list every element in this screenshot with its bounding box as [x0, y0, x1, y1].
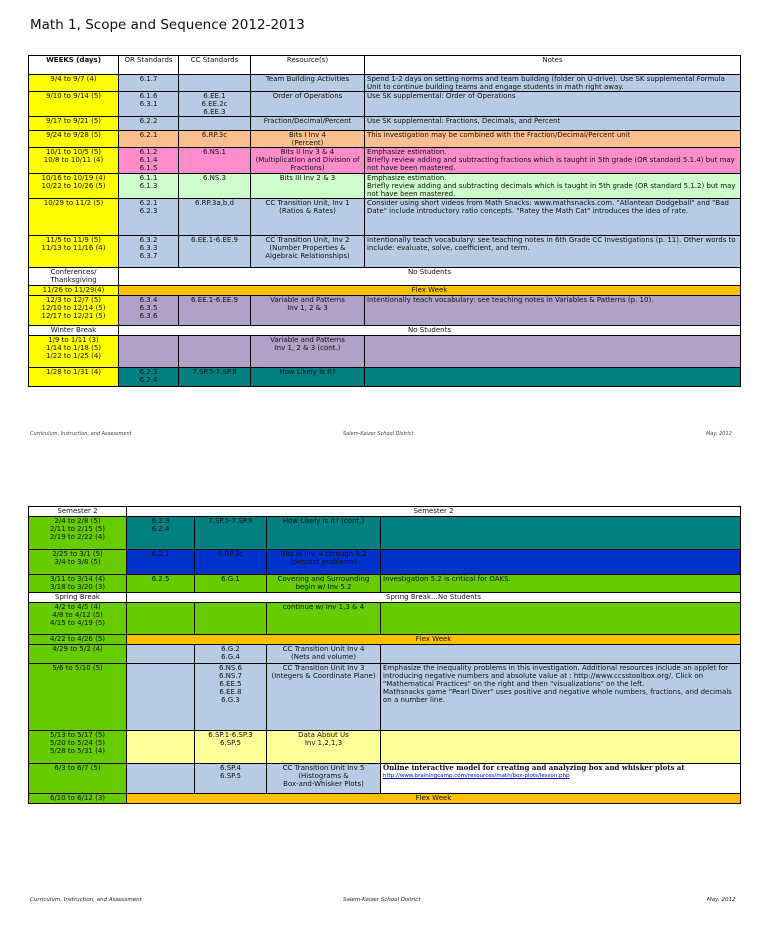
or-standards-cell: 6.3.4 6.3.5 6.3.6 [119, 296, 179, 326]
winter-break-row [29, 326, 741, 336]
cc-standards-cell [195, 603, 267, 635]
or-standards-cell [127, 603, 195, 635]
or-standards-cell [127, 731, 195, 764]
weeks-cell: 1/28 to 1/31 (4) [29, 368, 119, 387]
weeks-cell: 2/25 to 3/1 (5) 3/4 to 3/8 (5) [29, 550, 127, 575]
notes-cell: Consider using short videos from Math Snacks: www.mathsnacks.com. "Atlantean Dodgeball" and "Bad Date" include introductory ratio concepts. "Ratey the Math Cat" introduces the idea of rate. [365, 199, 741, 236]
semester-label: Semester 2 [29, 507, 127, 517]
cc-standards-cell: 6.G.1 [195, 575, 267, 593]
weeks-cell: 6/3 to 6/7 (5) [29, 764, 127, 794]
weeks-cell: 9/10 to 9/14 (5) [29, 92, 119, 117]
page-footer-right: May, 2012 [707, 897, 736, 903]
cc-standards-cell: 6.RP.3c [179, 131, 251, 148]
cc-standards-cell: 7.SP.5-7.SP.8 [179, 368, 251, 387]
or-standards-cell: 6.2.1 [119, 131, 179, 148]
weeks-cell: 11/5 to 11/9 (5) 11/13 to 11/16 (4) [29, 236, 119, 268]
schedule-row [29, 199, 741, 236]
flex-week-cell: Flex Week [127, 794, 741, 804]
cc-standards-cell: 6.G.2 6.G.4 [195, 645, 267, 664]
weeks-cell: 6/10 to 6/12 (3) [29, 794, 127, 804]
cc-standards-cell: 6.SP.4 6.SP.5 [195, 764, 267, 794]
conferences-label: Conferences/ Thanksgiving [29, 268, 119, 286]
spring-break-label: Spring Break [29, 593, 127, 603]
cc-standards-cell: 6.NS.3 [179, 174, 251, 199]
cc-standards-cell: 6.RP.3c [195, 550, 267, 575]
schedule-row [29, 75, 741, 92]
schedule-row [29, 517, 741, 550]
schedule-row [29, 664, 741, 731]
notes-cell: Emphasize estimation. Briefly review adding and subtracting fractions which is taught in 5th grade (OR standard 5.1.4) but may not have been mastered. [365, 148, 741, 174]
notes-cell: Emphasize estimation. Briefly review adding and subtracting decimals which is taught in 5th grade (OR standard 5.1.2) but may not have been mastered. [365, 174, 741, 199]
box-plots-link[interactable]: http://www.brainingcamp.com/resources/math/box-plots/lesson.php [383, 773, 570, 779]
weeks-cell: 10/1 to 10/5 (5) 10/8 to 10/11 (4) [29, 148, 119, 174]
schedule-row [29, 117, 741, 131]
resource-cell: How Likely Is It? (cont.) [267, 517, 381, 550]
notes-text: Online interactive model for creating and analyzing box and whisker plots at [383, 763, 685, 772]
or-standards-cell: 6.2.2 [119, 117, 179, 131]
cc-standards-cell: 6.EE.1-6.EE.9 [179, 236, 251, 268]
resource-cell: CC Transition Unit, Inv 2 (Number Properties & Algebraic Relationships) [251, 236, 365, 268]
flex-week-row [29, 635, 741, 645]
schedule-row [29, 174, 741, 199]
notes-cell [381, 645, 741, 664]
resource-cell: CC Transition Unit Inv 3 (Integers & Coordinate Plane) [267, 664, 381, 731]
resource-cell: Data About Us Inv 1,2,1,3 [267, 731, 381, 764]
schedule-table-semester-1 [28, 55, 741, 387]
notes-cell: This investigation may be combined with the Fraction/Decimal/Percent unit [365, 131, 741, 148]
notes-cell: Emphasize the inequality problems in this investigation. Additional resources include an applet for introducing negative numbers and absolute value at : http://www.ccsstoolbox.org/. Click on "Mathematical Practices" on the right and then "visualizations" on the left. Mathsnacks game "Pearl Diver" uses positive and negative whole numbers, fractions, and decimals on a number line. [381, 664, 741, 731]
weeks-cell: 4/22 to 4/26 (5) [29, 635, 127, 645]
notes-cell [365, 336, 741, 368]
cc-standards-cell: 6.SP.1-6.SP.3 6.SP.5 [195, 731, 267, 764]
resource-cell: Variable and Patterns Inv 1, 2 & 3 (cont.) [251, 336, 365, 368]
notes-cell [365, 368, 741, 387]
weeks-cell: 12/3 to 12/7 (5) 12/10 to 12/14 (5) 12/17 to 12/21 (5) [29, 296, 119, 326]
flex-week-row [29, 286, 741, 296]
weeks-cell: 9/4 to 9/7 (4) [29, 75, 119, 92]
notes-cell [381, 731, 741, 764]
resource-cell: Covering and Surrounding begin w/ Inv 5.2 [267, 575, 381, 593]
notes-cell: Investigation 5.2 is critical for OAKS. [381, 575, 741, 593]
header-notes: Notes [365, 56, 741, 75]
header-resources: Resource(s) [251, 56, 365, 75]
notes-cell [381, 764, 741, 794]
resource-cell: continue w/ Inv 1,3 & 4 [267, 603, 381, 635]
flex-week-cell: Flex Week [119, 286, 741, 296]
or-standards-cell: 6.1.1 6.1.3 [119, 174, 179, 199]
resource-cell: Bits II Inv 3 & 4 (Multiplication and Division of Fractions) [251, 148, 365, 174]
resource-cell: CC Transition Unit Inv 4 (Nets and volume) [267, 645, 381, 664]
table-header-row [29, 56, 741, 75]
or-standards-cell: 6.3.2 6.3.3 6.3.7 [119, 236, 179, 268]
header-or-standards: OR Standards [119, 56, 179, 75]
flex-week-cell: Flex Week [127, 635, 741, 645]
schedule-row [29, 296, 741, 326]
resource-cell: How Likely Is It? [251, 368, 365, 387]
conferences-row [29, 268, 741, 286]
page-footer-left-1: Curriculum, Instruction, and Assessment [30, 431, 132, 437]
weeks-cell: 5/13 to 5/17 (5) 5/20 to 5/24 (5) 5/28 to 5/31 (4) [29, 731, 127, 764]
schedule-row [29, 92, 741, 117]
schedule-row [29, 550, 741, 575]
page-footer-left: Curriculum, Instruction, and Assessment [30, 897, 142, 903]
cc-standards-cell [179, 75, 251, 92]
weeks-cell: 5/6 to 5/10 (5) [29, 664, 127, 731]
weeks-cell: 2/4 to 2/8 (5) 2/11 to 2/15 (5) 2/19 to 2/22 (4) [29, 517, 127, 550]
cc-standards-cell: 6.NS.1 [179, 148, 251, 174]
notes-cell: Intentionally teach vocabulary: see teaching notes in Variables & Patterns (p. 10). [365, 296, 741, 326]
weeks-cell: 10/16 to 10/19 (4) 10/22 to 10/26 (5) [29, 174, 119, 199]
or-standards-cell: 6.2.1 [127, 550, 195, 575]
winter-break-label: Winter Break [29, 326, 119, 336]
schedule-table-semester-2 [28, 506, 741, 804]
page-footer-center: Salem-Keizer School District [343, 897, 421, 903]
resource-cell: Fraction/Decimal/Percent [251, 117, 365, 131]
resource-cell: Team Building Activities [251, 75, 365, 92]
header-cc-standards: CC Standards [179, 56, 251, 75]
weeks-cell: 4/2 to 4/5 (4) 4/8 to 4/12 (5) 4/15 to 4/19 (5) [29, 603, 127, 635]
header-weeks: WEEKS (days) [29, 56, 119, 75]
resource-cell: Variable and Patterns Inv 1, 2 & 3 [251, 296, 365, 326]
schedule-row [29, 603, 741, 635]
cc-standards-cell [179, 336, 251, 368]
resource-cell: Bits III Inv. 4 through 5.2 (percent problems) [267, 550, 381, 575]
or-standards-cell: 6.1.6 6.3.1 [119, 92, 179, 117]
notes-cell: Use SK supplemental: Fractions, Decimals, and Percent [365, 117, 741, 131]
resource-cell: CC Transition Unit Inv 5 (Histograms & Box-and-Whisker Plots) [267, 764, 381, 794]
or-standards-cell: 6.2.1 6.2.3 [119, 199, 179, 236]
cc-standards-cell: 6.NS.6 6.NS.7 6.EE.5 6.EE.8 6.G.3 [195, 664, 267, 731]
weeks-cell: 4/29 to 5/2 (4) [29, 645, 127, 664]
or-standards-cell: 6.2.3 6.2.4 [119, 368, 179, 387]
weeks-cell: 10/29 to 11/2 (5) [29, 199, 119, 236]
no-students-cell: No Students [119, 326, 741, 336]
resource-cell: Bits III Inv 2 & 3 [251, 174, 365, 199]
cc-standards-cell: 6.EE.1 6.EE.2c 6.EE.3 [179, 92, 251, 117]
no-students-cell: Spring Break…No Students [127, 593, 741, 603]
or-standards-cell [127, 645, 195, 664]
no-students-cell: No Students [119, 268, 741, 286]
schedule-row [29, 336, 741, 368]
or-standards-cell: 6.2.3 6.2.4 [127, 517, 195, 550]
or-standards-cell [119, 336, 179, 368]
notes-cell: Intentionally teach vocabulary: see teaching notes in 6th Grade CC Investigations (p. 11). Other words to include: evaluate, solve, coefficient, and term. [365, 236, 741, 268]
or-standards-cell: 6.1.2 6.1.4 6.1.5 [119, 148, 179, 174]
cc-standards-cell: 7.SP.5-7.SP.8 [195, 517, 267, 550]
or-standards-cell [127, 764, 195, 794]
or-standards-cell: 6.1.7 [119, 75, 179, 92]
semester-header: Semester 2 [127, 507, 741, 517]
notes-cell [381, 550, 741, 575]
schedule-row [29, 645, 741, 664]
weeks-cell: 9/24 to 9/28 (5) [29, 131, 119, 148]
notes-cell [381, 603, 741, 635]
semester-header-row [29, 507, 741, 517]
or-standards-cell [127, 664, 195, 731]
schedule-row [29, 575, 741, 593]
cc-standards-cell: 6.RP.3a,b,d [179, 199, 251, 236]
schedule-row [29, 764, 741, 794]
spring-break-row [29, 593, 741, 603]
weeks-cell: 1/9 to 1/11 (3) 1/14 to 1/18 (5) 1/22 to 1/25 (4) [29, 336, 119, 368]
page-footer-center-1: Salem-Keizer School District [343, 431, 414, 437]
weeks-cell: 3/11 to 3/14 (4) 3/18 to 3/20 (3) [29, 575, 127, 593]
resource-cell: Bits I Inv 4 (Percent) [251, 131, 365, 148]
cc-standards-cell [179, 117, 251, 131]
page-title: Math 1, Scope and Sequence 2012-2013 [30, 17, 305, 33]
schedule-row [29, 731, 741, 764]
notes-cell: Spend 1-2 days on setting norms and team building (folder on U-drive). Use SK supplemental Formula Unit to continue building teams and engage students in math right away. [365, 75, 741, 92]
weeks-cell: 11/26 to 11/29(4) [29, 286, 119, 296]
page-footer-right-1: May, 2012 [706, 431, 732, 437]
schedule-row [29, 148, 741, 174]
notes-cell [381, 517, 741, 550]
resource-cell: CC Transition Unit, Inv 1 (Ratios & Rates) [251, 199, 365, 236]
notes-cell: Use SK supplemental: Order of Operations [365, 92, 741, 117]
schedule-row [29, 236, 741, 268]
or-standards-cell: 6.2.5 [127, 575, 195, 593]
schedule-row [29, 131, 741, 148]
schedule-row [29, 368, 741, 387]
resource-cell: Order of Operations [251, 92, 365, 117]
cc-standards-cell: 6.EE.1-6.EE.9 [179, 296, 251, 326]
weeks-cell: 9/17 to 9/21 (5) [29, 117, 119, 131]
flex-week-row [29, 794, 741, 804]
